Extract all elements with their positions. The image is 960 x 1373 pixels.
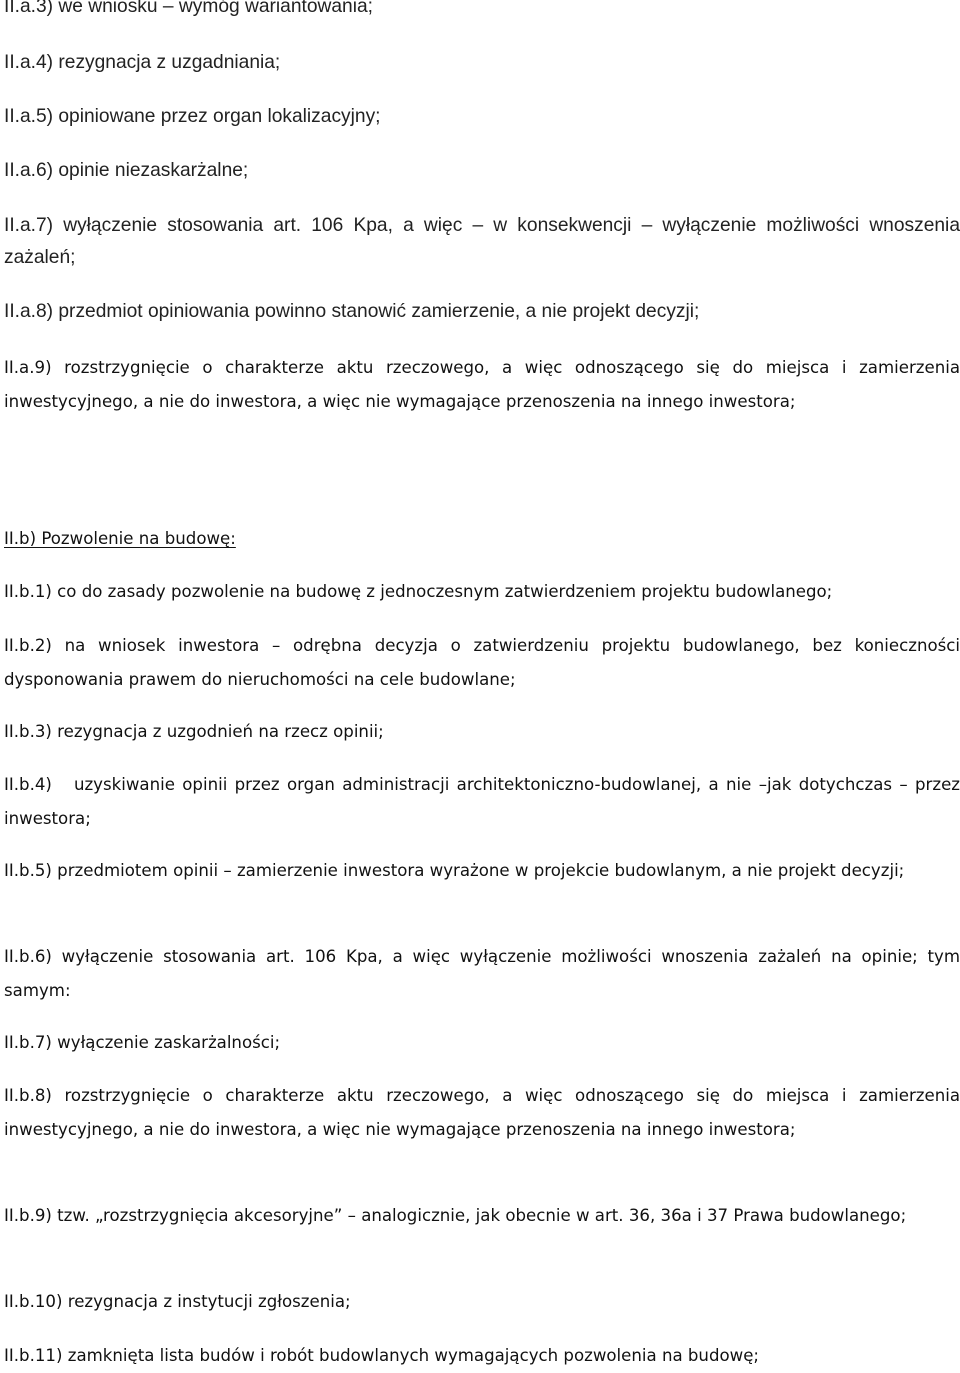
item-b8: II.b.8) rozstrzygnięcie o charakterze aktu rzeczowego, a więc odnoszącego się do miejsca i zamierzenia inwestycyjnego, a nie do inwestora, a więc nie wymagające przenoszenia na innego inwestora; <box>4 1086 960 1139</box>
item-a8: II.a.8) przedmiot opiniowania powinno stanowić zamierzenie, a nie projekt decyzji; <box>4 301 700 322</box>
item-b1: II.b.1) co do zasady pozwolenie na budowę z jednoczesnym zatwierdzeniem projektu budowlanego; <box>4 582 833 601</box>
item-b4: II.b.4) uzyskiwanie opinii przez organ administracji architektoniczno-budowlanej, a nie –jak dotychczas – przez inwestora; <box>4 775 960 828</box>
item-a9: II.a.9) rozstrzygnięcie o charakterze aktu rzeczowego, a więc odnoszącego się do miejsca i zamierzenia inwestycyjnego, a nie do inwestora, a więc nie wymagające przenoszenia na innego inwestora; <box>4 358 960 411</box>
item-b5: II.b.5) przedmiotem opinii – zamierzenie inwestora wyrażone w projekcie budowlanym, a nie projekt decyzji; <box>4 861 905 880</box>
item-b6: II.b.6) wyłączenie stosowania art. 106 Kpa, a więc wyłączenie możliwości wnoszenia zażaleń na opinie; tym samym: <box>4 947 960 1000</box>
item-a6: II.a.6) opinie niezaskarżalne; <box>4 160 249 181</box>
item-a5: II.a.5) opiniowane przez organ lokalizacyjny; <box>4 106 381 127</box>
item-b11: II.b.11) zamknięta lista budów i robót budowlanych wymagających pozwolenia na budowę; <box>4 1346 760 1365</box>
item-b7: II.b.7) wyłączenie zaskarżalności; <box>4 1033 281 1052</box>
item-a4: II.a.4) rezygnacja z uzgadniania; <box>4 52 281 73</box>
item-b10: II.b.10) rezygnacja z instytucji zgłoszenia; <box>4 1292 351 1311</box>
item-b9: II.b.9) tzw. „rozstrzygnięcia akcesoryjne” – analogicznie, jak obecnie w art. 36, 36a i 37 Prawa budowlanego; <box>4 1206 907 1225</box>
item-a3: II.a.3) we wniosku – wymóg wariantowania; <box>4 0 373 17</box>
item-b3: II.b.3) rezygnacja z uzgodnień na rzecz opinii; <box>4 722 384 741</box>
item-a7: II.a.7) wyłączenie stosowania art. 106 Kpa, a więc – w konsekwencji – wyłączenie możliwości wnoszenia zażaleń; <box>4 215 960 268</box>
section-b-heading: II.b) Pozwolenie na budowę: <box>4 529 236 548</box>
item-b2: II.b.2) na wniosek inwestora – odrębna decyzja o zatwierdzeniu projektu budowlanego, bez konieczności dysponowania prawem do nieruchomości na cele budowlane; <box>4 636 960 689</box>
